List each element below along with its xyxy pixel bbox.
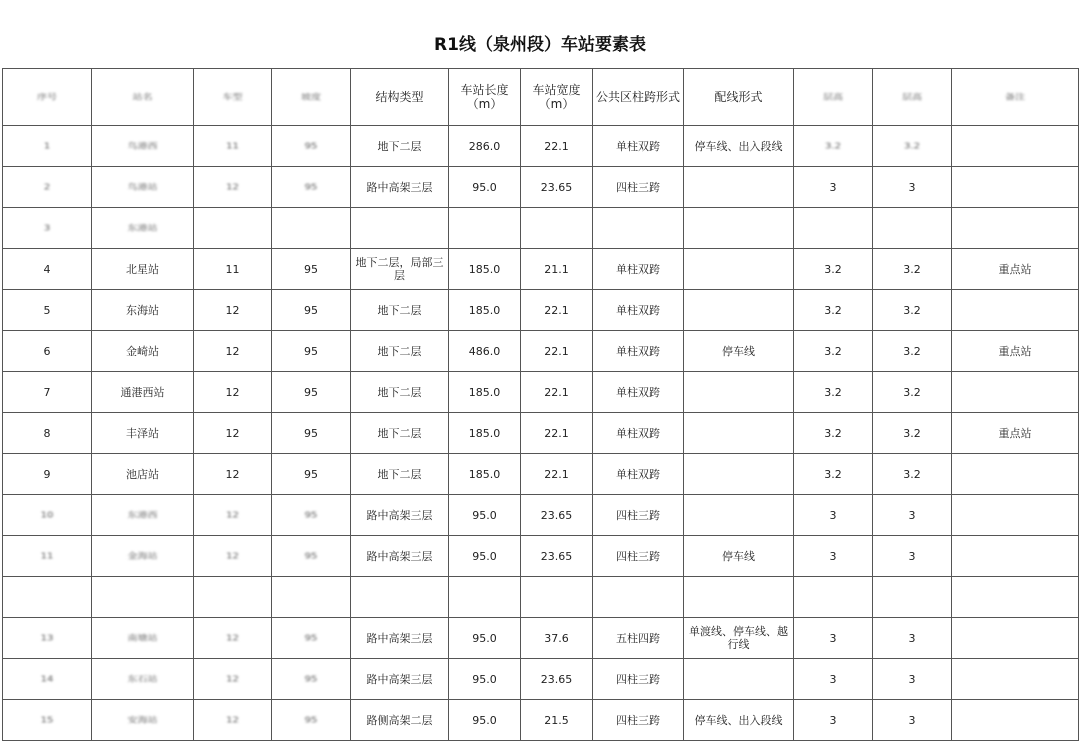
cell-name: 鸟港西 [92,126,194,167]
cell-span: 四柱三跨 [593,167,684,208]
cell-length: 95.0 [449,659,521,700]
cell-no: 5 [3,290,92,331]
cell-c3: 12 [194,454,272,495]
table-row [3,126,1079,167]
cell-name [92,577,194,618]
cell-no: 1 [3,126,92,167]
cell-c3: 12 [194,700,272,741]
cell-note [952,454,1079,495]
cell-width: 22.1 [521,126,593,167]
cell-note [952,290,1079,331]
cell-width: 22.1 [521,290,593,331]
cell-h2: 3 [873,700,952,741]
cell-name: 池店站 [92,454,194,495]
table-row [3,577,1079,618]
cell-name: 通港西站 [92,372,194,413]
cell-c4: 95 [272,495,351,536]
cell-h1: 3 [794,700,873,741]
table-row [3,331,1079,372]
cell-name: 鸟港站 [92,167,194,208]
cell-length: 185.0 [449,249,521,290]
cell-note [952,659,1079,700]
cell-c3: 12 [194,659,272,700]
cell-span: 单柱双跨 [593,413,684,454]
cell-width: 21.5 [521,700,593,741]
cell-width: 23.65 [521,659,593,700]
cell-no [3,577,92,618]
cell-structure: 路中高架三层 [351,536,449,577]
cell-c4: 95 [272,454,351,495]
cell-length: 95.0 [449,536,521,577]
cell-siding [684,577,794,618]
cell-name: 安海站 [92,700,194,741]
table-row [3,618,1079,659]
cell-length: 95.0 [449,495,521,536]
cell-c4 [272,208,351,249]
cell-span: 四柱三跨 [593,536,684,577]
cell-no: 14 [3,659,92,700]
cell-c3: 12 [194,372,272,413]
header-h1: 层高 [794,69,873,126]
cell-c4: 95 [272,331,351,372]
cell-h2: 3.2 [873,331,952,372]
cell-c4: 95 [272,700,351,741]
cell-name: 南塘站 [92,618,194,659]
cell-h2: 3.2 [873,249,952,290]
cell-no: 3 [3,208,92,249]
cell-span: 四柱三跨 [593,659,684,700]
table-row [3,536,1079,577]
cell-h1: 3.2 [794,454,873,495]
cell-c3: 12 [194,413,272,454]
cell-structure: 地下二层 [351,372,449,413]
cell-span: 五柱四跨 [593,618,684,659]
cell-name: 北星站 [92,249,194,290]
cell-note [952,577,1079,618]
cell-h1: 3 [794,495,873,536]
cell-no: 8 [3,413,92,454]
cell-structure: 地下二层 [351,126,449,167]
cell-width: 21.1 [521,249,593,290]
cell-h1: 3.2 [794,372,873,413]
cell-siding: 停车线、出入段线 [684,700,794,741]
cell-width: 22.1 [521,454,593,495]
cell-length: 95.0 [449,700,521,741]
cell-length [449,577,521,618]
cell-h1: 3.2 [794,290,873,331]
cell-width: 23.65 [521,495,593,536]
header-length: 车站长度（m） [449,69,521,126]
cell-span: 单柱双跨 [593,331,684,372]
cell-width [521,577,593,618]
cell-h2: 3 [873,618,952,659]
cell-c4 [272,577,351,618]
cell-note [952,167,1079,208]
cell-c4: 95 [272,618,351,659]
page-title: R1线（泉州段）车站要素表 [434,35,646,55]
cell-siding: 停车线 [684,331,794,372]
cell-h1 [794,577,873,618]
cell-h1: 3.2 [794,413,873,454]
cell-structure [351,208,449,249]
cell-h2: 3.2 [873,454,952,495]
cell-span [593,208,684,249]
cell-no: 13 [3,618,92,659]
cell-c3: 11 [194,249,272,290]
cell-h1 [794,208,873,249]
cell-note [952,126,1079,167]
cell-h2: 3.2 [873,126,952,167]
cell-span [593,577,684,618]
cell-span: 单柱双跨 [593,249,684,290]
table-row [3,413,1079,454]
cell-h1: 3 [794,659,873,700]
header-name: 站名 [92,69,194,126]
cell-siding: 单渡线、停车线、越行线 [684,618,794,659]
cell-siding [684,372,794,413]
cell-note [952,495,1079,536]
cell-h2: 3.2 [873,372,952,413]
cell-structure: 路中高架三层 [351,618,449,659]
cell-h1: 3.2 [794,126,873,167]
cell-structure [351,577,449,618]
cell-h1: 3 [794,618,873,659]
cell-h1: 3.2 [794,249,873,290]
cell-c3: 12 [194,536,272,577]
cell-siding [684,454,794,495]
table-row [3,659,1079,700]
cell-h2 [873,577,952,618]
cell-length [449,208,521,249]
header-c4: 坡度 [272,69,351,126]
cell-siding [684,413,794,454]
cell-note [952,372,1079,413]
cell-width [521,208,593,249]
table-row [3,208,1079,249]
header-siding: 配线形式 [684,69,794,126]
table-row [3,290,1079,331]
cell-note: 重点站 [952,331,1079,372]
cell-note [952,536,1079,577]
cell-c4: 95 [272,413,351,454]
cell-note: 重点站 [952,249,1079,290]
cell-length: 185.0 [449,454,521,495]
cell-note [952,208,1079,249]
header-c3: 车型 [194,69,272,126]
cell-no: 7 [3,372,92,413]
cell-name: 东港站 [92,208,194,249]
cell-structure: 地下二层，局部三层 [351,249,449,290]
cell-siding: 停车线 [684,536,794,577]
cell-c3: 12 [194,290,272,331]
table-row [3,700,1079,741]
cell-structure: 路侧高架二层 [351,700,449,741]
cell-width: 22.1 [521,413,593,454]
header-no: 序号 [3,69,92,126]
cell-no: 11 [3,536,92,577]
cell-c4: 95 [272,126,351,167]
cell-c4: 95 [272,249,351,290]
header-note: 备注 [952,69,1079,126]
cell-span: 单柱双跨 [593,290,684,331]
header-span: 公共区柱跨形式 [593,69,684,126]
cell-structure: 路中高架三层 [351,495,449,536]
cell-name: 金崎站 [92,331,194,372]
cell-siding: 停车线、出入段线 [684,126,794,167]
header-width: 车站宽度（m） [521,69,593,126]
cell-width: 37.6 [521,618,593,659]
cell-length: 486.0 [449,331,521,372]
cell-c3: 11 [194,126,272,167]
table-body [3,126,1079,741]
cell-c4: 95 [272,372,351,413]
cell-name: 东石站 [92,659,194,700]
cell-span: 单柱双跨 [593,372,684,413]
cell-no: 10 [3,495,92,536]
cell-length: 185.0 [449,290,521,331]
cell-length: 185.0 [449,413,521,454]
cell-name: 金海站 [92,536,194,577]
cell-h2: 3 [873,495,952,536]
cell-c4: 95 [272,290,351,331]
table-row [3,495,1079,536]
cell-c4: 95 [272,167,351,208]
cell-h1: 3.2 [794,331,873,372]
cell-width: 23.65 [521,536,593,577]
cell-siding [684,659,794,700]
cell-h2: 3 [873,536,952,577]
header-h2: 层高 [873,69,952,126]
cell-h2: 3.2 [873,290,952,331]
station-table [2,68,1079,741]
cell-length: 95.0 [449,618,521,659]
cell-h1: 3 [794,167,873,208]
cell-span: 四柱三跨 [593,495,684,536]
cell-no: 15 [3,700,92,741]
cell-c3: 12 [194,495,272,536]
cell-length: 95.0 [449,167,521,208]
cell-c3: 12 [194,167,272,208]
cell-structure: 地下二层 [351,413,449,454]
cell-c4: 95 [272,536,351,577]
cell-note: 重点站 [952,413,1079,454]
cell-siding [684,208,794,249]
cell-width: 23.65 [521,167,593,208]
table-row [3,167,1079,208]
cell-structure: 路中高架三层 [351,659,449,700]
cell-name: 东海站 [92,290,194,331]
cell-c4: 95 [272,659,351,700]
cell-h2: 3 [873,659,952,700]
cell-length: 286.0 [449,126,521,167]
cell-h1: 3 [794,536,873,577]
cell-c3: 12 [194,331,272,372]
cell-no: 2 [3,167,92,208]
cell-structure: 地下二层 [351,454,449,495]
cell-name: 丰泽站 [92,413,194,454]
cell-h2 [873,208,952,249]
table-row [3,372,1079,413]
cell-c3 [194,208,272,249]
cell-structure: 地下二层 [351,290,449,331]
table-row [3,454,1079,495]
header-row [3,69,1079,126]
cell-span: 单柱双跨 [593,126,684,167]
cell-span: 四柱三跨 [593,700,684,741]
cell-width: 22.1 [521,331,593,372]
cell-h2: 3 [873,167,952,208]
cell-length: 185.0 [449,372,521,413]
cell-no: 9 [3,454,92,495]
cell-h2: 3.2 [873,413,952,454]
cell-c3: 12 [194,618,272,659]
header-structure: 结构类型 [351,69,449,126]
cell-siding [684,290,794,331]
table-row [3,249,1079,290]
cell-no: 4 [3,249,92,290]
cell-width: 22.1 [521,372,593,413]
cell-no: 6 [3,331,92,372]
cell-span: 单柱双跨 [593,454,684,495]
cell-note [952,700,1079,741]
cell-c3 [194,577,272,618]
cell-name: 东港西 [92,495,194,536]
cell-siding [684,167,794,208]
cell-siding [684,495,794,536]
cell-structure: 地下二层 [351,331,449,372]
cell-siding [684,249,794,290]
cell-structure: 路中高架三层 [351,167,449,208]
cell-note [952,618,1079,659]
